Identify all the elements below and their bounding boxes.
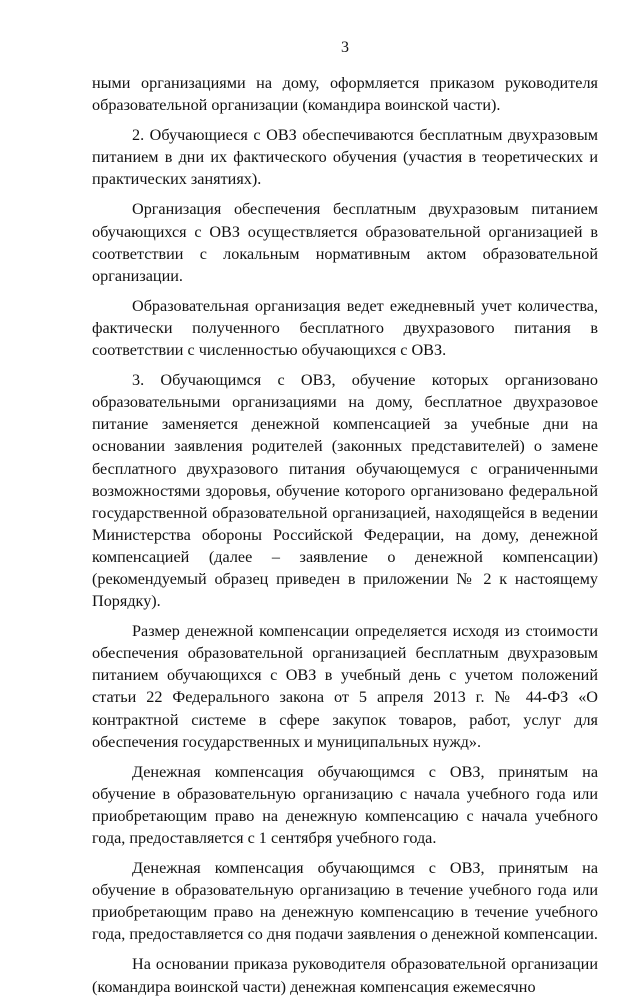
paragraph-compensation-start-of-year: Денежная компенсация обучающимся с ОВЗ, принятым на обучение в образовательную организацию с начала учебного года или приобретающим право на денежную компенсацию с начала учебного года, предоставляется с 1 сентября учебного года. <box>92 762 598 847</box>
page-number: 3 <box>341 39 349 56</box>
paragraph-compensation-amount: Размер денежной компенсации определяется исходя из стоимости обеспечения образовательной организацией бесплатным двухразовым питанием обучающихся с ОВЗ в учебный день с учетом положений статьи 22 Федерального закона от 5 апреля 2013 г. № 44-ФЗ «О контрактной системе в сфере закупок товаров, работ, услуг для обеспечения государственных и муниципальных нужд». <box>92 622 598 751</box>
paragraph-item-2: 2. Обучающиеся с ОВЗ обеспечиваются бесплатным двухразовым питанием в дни их фактического обучения (участия в теоретических и практических занятиях). <box>92 126 598 189</box>
paragraph-compensation-during-year: Денежная компенсация обучающимся с ОВЗ, принятым на обучение в образовательную организацию в течение учебного года или приобретающим право на денежную компенсацию в течение учебного года, предоставляется со дня подачи заявления о денежной компенсации. <box>92 859 598 944</box>
paragraph-item-3: 3. Обучающимся с ОВЗ, обучение которых организовано образовательными организациями на дому, бесплатное двухразовое питание заменяется денежной компенсацией за учебные дни на основании заявления родителей (законных представителей) о замене бесплатного двухразового питания обучающемуся с ограниченными возможностями здоровья, обучение которого организовано федеральной государственной образовательной организацией, находящейся в ведении Министерства обороны Российской Федерации, на дому, денежной компенсацией (далее – заявление о денежной компенсации) (рекомендуемый образец приведен в приложении № 2 к настоящему Порядку). <box>92 371 598 611</box>
paragraph-order-basis: На основании приказа руководителя образовательной организации (командира воинской части) денежная компенсация ежемесячно <box>92 955 598 996</box>
paragraph-continuation: ными организациями на дому, оформляется приказом руководителя образовательной организации (командира воинской части). <box>92 74 598 115</box>
paragraph-organization: Организация обеспечения бесплатным двухразовым питанием обучающихся с ОВЗ осуществляется образовательной организацией в соответствии с локальным нормативным актом образовательной организации. <box>92 200 598 285</box>
paragraph-daily-accounting: Образовательная организация ведет ежедневный учет количества, фактически полученного бесплатного двухразового питания в соответствии с численностью обучающихся с ОВЗ. <box>92 296 598 360</box>
